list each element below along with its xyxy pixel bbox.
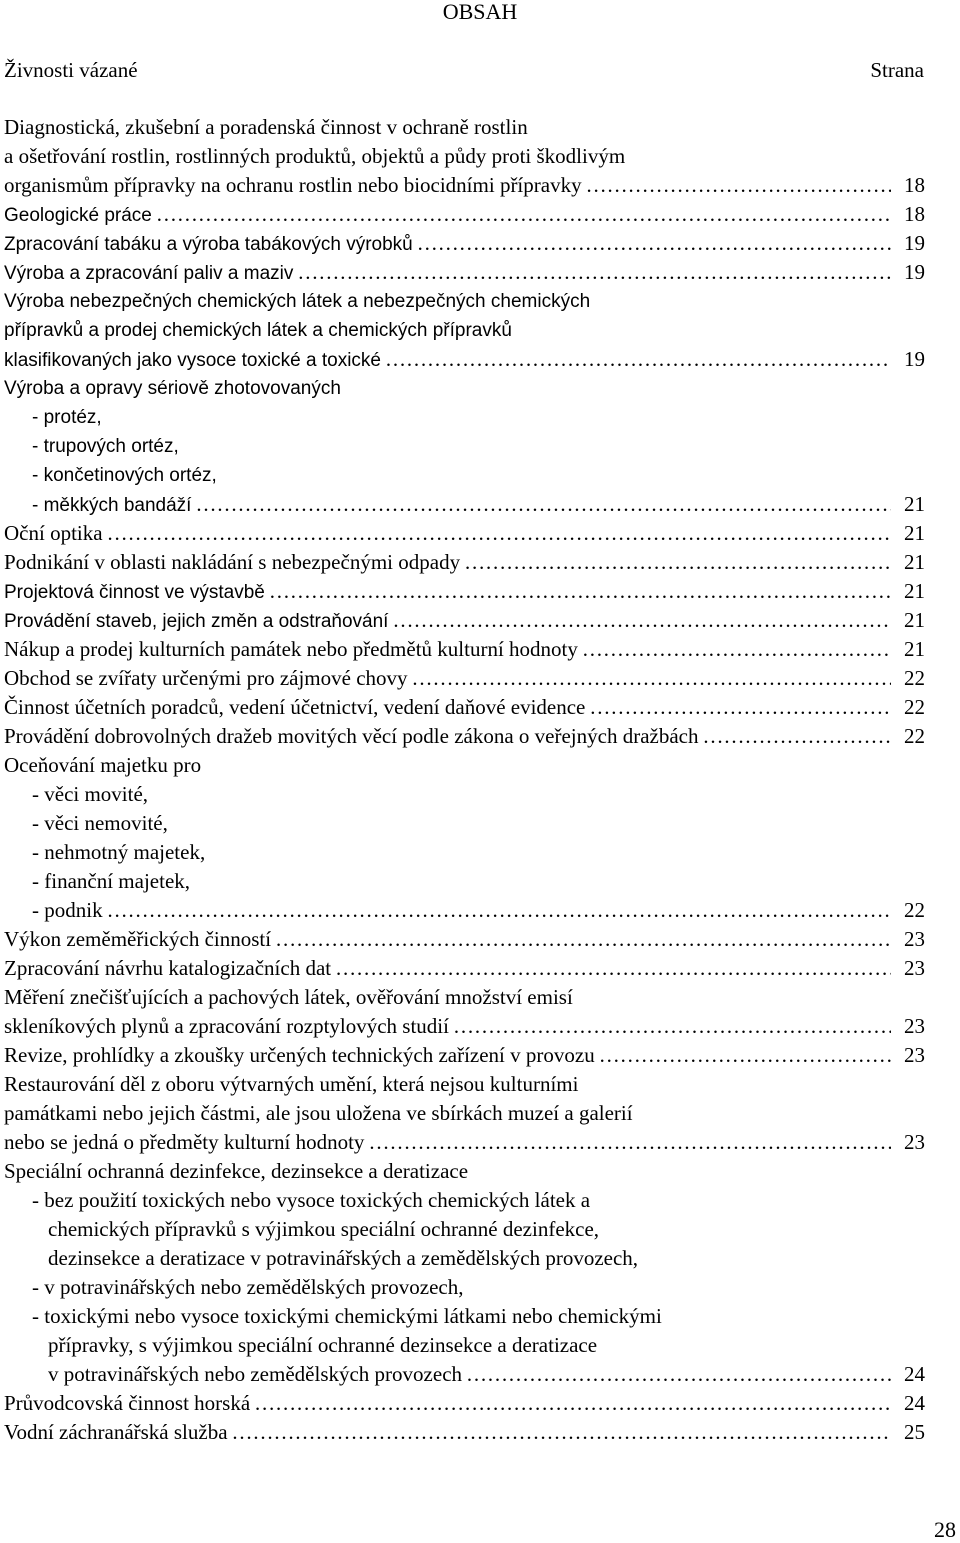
dot-leader xyxy=(156,200,891,229)
toc-page-number: 21 xyxy=(904,637,925,661)
toc-entry-line xyxy=(4,316,925,345)
toc-entry-line xyxy=(4,635,925,664)
toc-entry-line xyxy=(4,142,925,171)
toc-entry xyxy=(4,577,925,606)
toc-entry xyxy=(4,954,925,983)
toc-entry xyxy=(4,606,925,635)
toc-entry-text: Nákup a prodej kulturních památek nebo předmětů kulturní hodnoty xyxy=(4,637,578,661)
toc-entry-line xyxy=(4,229,925,258)
toc-entry-text: Projektová činnost ve výstavbě xyxy=(4,582,265,603)
dot-leader xyxy=(453,1012,891,1041)
toc-entry xyxy=(4,548,925,577)
toc-entry-line xyxy=(4,780,925,809)
toc-page-number: 22 xyxy=(904,695,925,719)
toc-entry-text: Zpracování tabáku a výroba tabákových výrobků xyxy=(4,234,413,255)
dot-leader xyxy=(417,229,891,258)
toc-entry-text: Speciální ochranná dezinfekce, dezinsekce a deratizace xyxy=(4,1159,469,1183)
toc-entry-text: Měření znečišťujících a pachových látek, ověřování množství emisí xyxy=(4,985,573,1009)
toc-entry-line xyxy=(4,490,925,519)
toc-entry-text: a ošetřování rostlin, rostlinných produktů, objektů a půdy proti škodlivým xyxy=(4,144,626,168)
toc-entry-line xyxy=(4,345,925,374)
dot-leader xyxy=(232,1418,891,1447)
toc-entry-line xyxy=(4,1389,925,1418)
toc-entry-line xyxy=(4,258,925,287)
toc-entry-line xyxy=(4,896,925,925)
toc-entry-text: přípravků a prodej chemických látek a chemických přípravků xyxy=(4,320,512,341)
toc-entry-line xyxy=(4,838,925,867)
toc-entry-text: - věci movité, xyxy=(32,782,149,806)
toc-entry xyxy=(4,229,925,258)
toc-page-number: 21 xyxy=(904,521,925,545)
toc-entry xyxy=(4,1041,925,1070)
toc-entry-line xyxy=(4,432,925,461)
toc-entry-text: - v potravinářských nebo zemědělských provozech, xyxy=(32,1275,464,1299)
dot-leader xyxy=(385,345,891,374)
toc-entry xyxy=(4,519,925,548)
toc-entry-text: Obchod se zvířaty určenými pro zájmové chovy xyxy=(4,666,408,690)
dot-leader xyxy=(297,258,891,287)
toc-entry-text: přípravky, s výjimkou speciální ochranné dezinsekce a deratizace xyxy=(48,1333,598,1357)
toc-entry xyxy=(4,374,925,519)
toc-entry-text: Výkon zeměměřických činností xyxy=(4,927,272,951)
toc-entry-line xyxy=(4,925,925,954)
toc-entry-text: Oceňování majetku pro xyxy=(4,753,202,777)
toc-entry-line xyxy=(4,1418,925,1447)
toc-page-number: 19 xyxy=(904,347,925,371)
dot-leader xyxy=(269,577,891,606)
toc-entry xyxy=(4,664,925,693)
toc-entry-line xyxy=(4,171,925,200)
dot-leader xyxy=(582,635,891,664)
toc-entry xyxy=(4,1389,925,1418)
toc-entry xyxy=(4,258,925,287)
toc-entry-text: - končetinových ortéz, xyxy=(32,465,217,486)
toc-entry-text: Oční optika xyxy=(4,521,103,545)
toc-entry-line xyxy=(4,1360,925,1389)
dot-leader xyxy=(107,519,891,548)
toc-entry-line xyxy=(4,693,925,722)
dot-leader xyxy=(368,1128,891,1157)
toc-entry xyxy=(4,1157,925,1389)
toc-entry-line xyxy=(4,1244,925,1273)
toc-entry-text: - věci nemovité, xyxy=(32,811,168,835)
dot-leader xyxy=(464,548,891,577)
toc-page-number: 18 xyxy=(904,173,925,197)
toc-entry xyxy=(4,925,925,954)
toc-entry-line xyxy=(4,983,925,1012)
toc-entry xyxy=(4,113,925,200)
toc-entry-line xyxy=(4,1186,925,1215)
toc-entry xyxy=(4,693,925,722)
toc-entry-line xyxy=(4,287,925,316)
toc-page-number: 22 xyxy=(904,724,925,748)
dot-leader xyxy=(195,490,891,519)
toc-entry-text: - toxickými nebo vysoce toxickými chemickými látkami nebo chemickými xyxy=(32,1304,662,1328)
dot-leader xyxy=(586,171,891,200)
toc-entry-line xyxy=(4,548,925,577)
toc-page-number: 24 xyxy=(904,1391,925,1415)
toc-entry xyxy=(4,287,925,374)
toc-entry-line xyxy=(4,200,925,229)
toc-entry-line xyxy=(4,461,925,490)
toc-entry-text: Výroba nebezpečných chemických látek a nebezpečných chemických xyxy=(4,291,591,312)
toc-entry-text: skleníkových plynů a zpracování rozptylových studií xyxy=(4,1014,449,1038)
toc-entry-line xyxy=(4,1302,925,1331)
dot-leader xyxy=(275,925,891,954)
toc-entry-text: Průvodcovská činnost horská xyxy=(4,1391,251,1415)
toc-entry-text: nebo se jedná o předměty kulturní hodnoty xyxy=(4,1130,365,1154)
toc-entry-text: Výroba a zpracování paliv a maziv xyxy=(4,263,294,284)
toc-entry-text: klasifikovaných jako vysoce toxické a toxické xyxy=(4,350,381,371)
toc-page-number: 21 xyxy=(904,492,925,516)
toc-entry-line xyxy=(4,1331,925,1360)
toc-page-number: 23 xyxy=(904,956,925,980)
toc-entry-text: dezinsekce a deratizace v potravinářských a zemědělských provozech, xyxy=(48,1246,639,1270)
toc-entry-line xyxy=(4,1041,925,1070)
toc-entry-text: Restaurování děl z oboru výtvarných umění, která nejsou kulturními xyxy=(4,1072,579,1096)
toc-entry xyxy=(4,200,925,229)
table-of-contents xyxy=(4,113,925,1447)
toc-entry-text: organismům přípravky na ochranu rostlin nebo biocidními přípravky xyxy=(4,173,582,197)
toc-entry-text: Diagnostická, zkušební a poradenská činnost v ochraně rostlin xyxy=(4,115,528,139)
toc-entry-text: Vodní záchranářská služba xyxy=(4,1420,228,1444)
toc-entry xyxy=(4,1070,925,1157)
toc-entry-text: - měkkých bandáží xyxy=(32,495,192,516)
toc-entry-line xyxy=(4,809,925,838)
toc-page-number: 21 xyxy=(904,608,925,632)
toc-entry-text: Provádění dobrovolných dražeb movitých věcí podle zákona o veřejných dražbách xyxy=(4,724,699,748)
toc-entry-line xyxy=(4,606,925,635)
page-column-heading: Strana xyxy=(870,58,924,82)
toc-entry-text: - bez použití toxických nebo vysoce toxických chemických látek a xyxy=(32,1188,591,1212)
toc-entry-text: Podnikání v oblasti nakládání s nebezpečnými odpady xyxy=(4,550,461,574)
toc-entry-line xyxy=(4,1215,925,1244)
toc-page-number: 21 xyxy=(904,550,925,574)
toc-entry-text: - nehmotný majetek, xyxy=(32,840,206,864)
toc-entry xyxy=(4,722,925,751)
toc-entry-text: Geologické práce xyxy=(4,205,152,226)
toc-page-number: 25 xyxy=(904,1420,925,1444)
dot-leader xyxy=(107,896,891,925)
toc-entry xyxy=(4,983,925,1041)
dot-leader xyxy=(412,664,891,693)
toc-page-number: 18 xyxy=(904,202,925,226)
toc-page-number: 21 xyxy=(904,579,925,603)
toc-entry-line xyxy=(4,577,925,606)
toc-entry-text: Výroba a opravy sériově zhotovovaných xyxy=(4,378,341,399)
toc-entry-line xyxy=(4,1099,925,1128)
toc-entry-text: Zpracování návrhu katalogizačních dat xyxy=(4,956,332,980)
toc-entry-line xyxy=(4,519,925,548)
toc-entry-line xyxy=(4,1273,925,1302)
toc-page-number: 19 xyxy=(904,231,925,255)
toc-entry-text: Činnost účetních poradců, vedení účetnictví, vedení daňové evidence xyxy=(4,695,586,719)
toc-entry-line xyxy=(4,403,925,432)
toc-page-number: 23 xyxy=(904,1043,925,1067)
dot-leader xyxy=(335,954,891,983)
dot-leader xyxy=(703,722,892,751)
dot-leader xyxy=(392,606,891,635)
toc-page-number: 24 xyxy=(904,1362,925,1386)
toc-entry xyxy=(4,635,925,664)
toc-entry-text: - podnik xyxy=(32,898,103,922)
dot-leader xyxy=(599,1041,891,1070)
toc-page-number: 22 xyxy=(904,898,925,922)
page-title: OBSAH xyxy=(442,0,518,24)
toc-page-number: 19 xyxy=(904,260,925,284)
toc-entry xyxy=(4,751,925,925)
toc-entry-text: v potravinářských nebo zemědělských provozech xyxy=(48,1362,463,1386)
toc-entry-line xyxy=(4,664,925,693)
toc-entry-line xyxy=(4,751,925,780)
toc-entry-text: - protéz, xyxy=(32,407,102,428)
dot-leader xyxy=(254,1389,891,1418)
toc-entry-line xyxy=(4,113,925,142)
dot-leader xyxy=(466,1360,891,1389)
toc-entry-text: chemických přípravků s výjimkou speciální ochranné dezinfekce, xyxy=(48,1217,600,1241)
toc-page-number: 22 xyxy=(904,666,925,690)
toc-entry-text: Revize, prohlídky a zkoušky určených technických zařízení v provozu xyxy=(4,1043,595,1067)
toc-page-number: 23 xyxy=(904,927,925,951)
toc-entry-line xyxy=(4,1012,925,1041)
toc-entry-line xyxy=(4,1157,925,1186)
toc-entry-line xyxy=(4,722,925,751)
toc-entry-line xyxy=(4,1070,925,1099)
toc-page-number: 23 xyxy=(904,1014,925,1038)
toc-entry-text: - trupových ortéz, xyxy=(32,436,179,457)
toc-entry-text: Provádění staveb, jejich změn a odstraňování xyxy=(4,611,389,632)
toc-entry-line xyxy=(4,374,925,403)
section-heading: Živnosti vázané xyxy=(4,58,138,82)
toc-entry-line xyxy=(4,867,925,896)
toc-entry-line xyxy=(4,954,925,983)
toc-entry xyxy=(4,1418,925,1447)
toc-entry-text: památkami nebo jejich částmi, ale jsou uložena ve sbírkách muzeí a galerií xyxy=(4,1101,633,1125)
toc-entry-text: - finanční majetek, xyxy=(32,869,191,893)
toc-entry-line xyxy=(4,1128,925,1157)
footer-page-number: 28 xyxy=(934,1517,956,1542)
dot-leader xyxy=(589,693,891,722)
toc-page-number: 23 xyxy=(904,1130,925,1154)
